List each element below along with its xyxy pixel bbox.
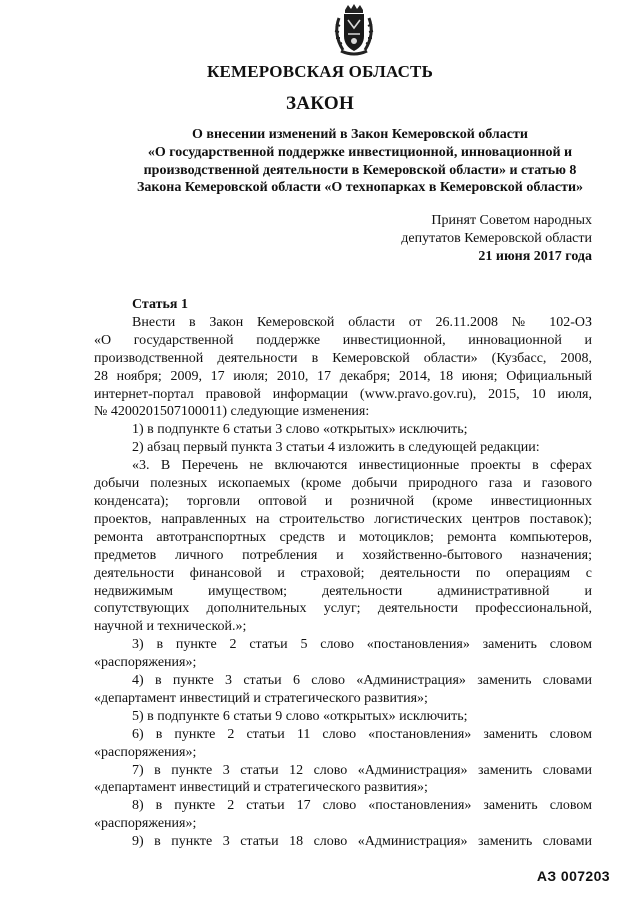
text-line: «распоряжения»; [94,655,197,671]
text-line: предметов личного потребления и хозяйственно-бытового назначения; [94,547,592,563]
text-line: 5) в подпункте 6 статьи 9 слово «открытых» исключить; [132,708,468,724]
text-line: добычи полезных ископаемых (кроме добычи природного газа и газового [94,476,592,492]
text-line: ремонта автотранспортных средств и мотоциклов; ремонта компьютеров, [94,529,592,545]
law-title-line: производственной деятельности в Кемеровской области» и статью 8 [143,162,577,178]
text-line: «О государственной поддержке инвестиционной, инновационной и [94,332,592,348]
adoption-date: 21 июня 2017 года [478,248,592,264]
text-line: № 4200201507100011) следующие изменения: [94,404,370,420]
article-heading: Статья 1 [132,297,188,312]
text-line: «департамент инвестиций и стратегического развития»; [94,780,428,796]
text-line: 6) в пункте 2 статьи 11 слово «постановления» заменить словом [132,726,592,742]
text-line: 4) в пункте 3 статьи 6 слово «Администрация» заменить словами [132,673,592,689]
text-line: научной и технической.»; [94,619,247,635]
text-line: Внести в Закон Кемеровской области от 26.11.2008 № 102-ОЗ [132,314,592,330]
text-line: «департамент инвестиций и стратегического развития»; [94,690,428,706]
text-line: сопутствующих дополнительных услуг; деятельности профессиональной, [94,601,592,617]
adoption-block [401,212,592,265]
law-title-line: Закона Кемеровской области «О технопарках в Кемеровской области» [136,180,584,196]
law-title [80,126,640,197]
text-line: деятельности финансовой и страховой; деятельности по операциям с [94,565,592,581]
text-line: «распоряжения»; [94,744,197,760]
document-type-heading: ЗАКОН [285,93,355,114]
law-title-line: О внесении изменений в Закон Кемеровской области [192,127,528,142]
adoption-line: Принят Советом народных [431,213,592,228]
law-title-line: «О государственной поддержке инвестиционной, инновационной и [147,144,573,160]
text-line: недвижимым имуществом; деятельности административной и [94,583,592,599]
text-line: 8) в пункте 2 статьи 17 слово «постановления» заменить словом [132,798,592,814]
region-heading: КЕМЕРОВСКАЯ ОБЛАСТЬ [206,62,434,81]
text-line: 3) в пункте 2 статьи 5 слово «постановления» заменить словом [132,637,592,653]
text-line: 7) в пункте 3 статьи 12 слово «Администрация» заменить словами [132,762,592,778]
text-line: 9) в пункте 3 статьи 18 слово «Администрация» заменить словами [132,834,592,850]
text-line: производственной деятельности в Кемеровской области» (Кузбасс, 2008, [94,350,592,366]
text-line: 2) абзац первый пункта 3 статьи 4 изложить в следующей редакции: [132,440,540,456]
text-line: 1) в подпункте 6 статьи 3 слово «открытых» исключить; [132,422,468,438]
text-line: «распоряжения»; [94,816,197,832]
article-body [94,296,592,851]
text-line: интернет-портал правовой информации (www.pravo.gov.ru), 2015, 10 июля, [94,386,592,402]
text-line: 28 ноября; 2009, 17 июля; 2010, 17 декабря; 2014, 18 июня; Официальный [94,368,592,384]
form-serial-number: АЗ 007203 [536,868,610,884]
text-line: конденсата); торговли оптовой и розничной (кроме инвестиционных [94,493,592,509]
text-line: «3. В Перечень не включаются инвестиционные проекты в сферах [132,458,592,474]
text-line: проектов, направленных на строительство логистических центров поставок); [94,511,592,527]
adoption-line: депутатов Кемеровской области [401,230,592,246]
coat-of-arms-icon [331,4,377,58]
